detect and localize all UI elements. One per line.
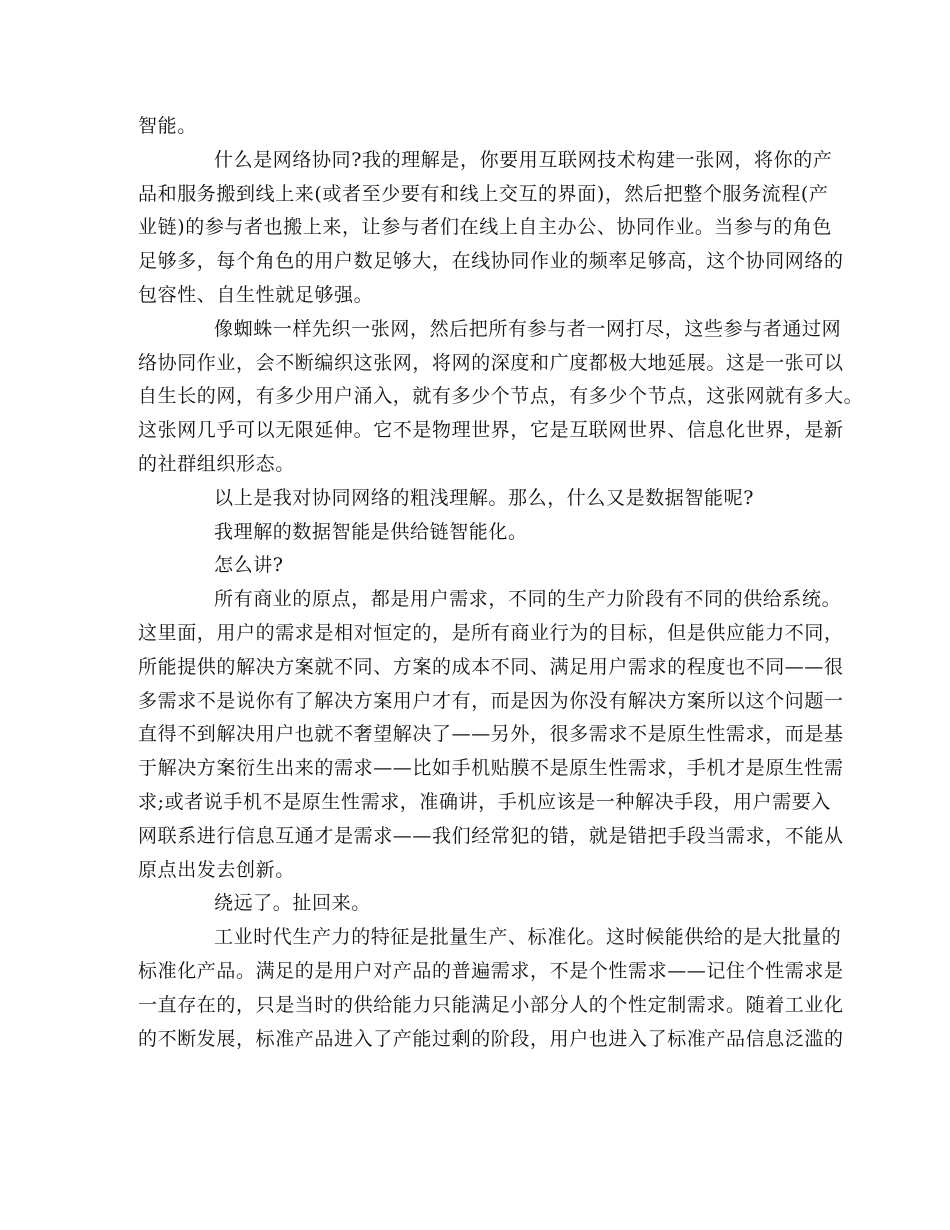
text-line: 多需求不是说你有了解决方案用户才有，而是因为你没有解决方案所以这个问题一 — [138, 689, 844, 712]
text-line: 这张网几乎可以无限延伸。它不是物理世界，它是互联网世界、信息化世界，是新 — [138, 419, 844, 442]
text-line: 所能提供的解决方案就不同、方案的成本不同、满足用户需求的程度也不同——很 — [138, 655, 844, 678]
text-line: 的不断发展，标准产品进入了产能过剩的阶段，用户也进入了标准产品信息泛滥的 — [138, 1027, 844, 1050]
text-line: 怎么讲? — [214, 554, 284, 577]
text-line: 标准化产品。满足的是用户对产品的普遍需求，不是个性需求——记住个性需求是 — [138, 959, 844, 982]
text-line: 工业时代生产力的特征是批量生产、标准化。这时候能供给的是大批量的 — [214, 926, 842, 949]
text-line: 络协同作业，会不断编织这张网，将网的深度和广度都极大地延展。这是一张可以 — [138, 351, 844, 374]
text-line: 智能。 — [138, 115, 197, 137]
text-line: 这里面，用户的需求是相对恒定的，是所有商业行为的目标，但是供应能力不同， — [138, 621, 844, 644]
text-line: 原点出发去创新。 — [138, 858, 295, 881]
text-line: 所有商业的原点，都是用户需求，不同的生产力阶段有不同的供给系统。 — [214, 588, 842, 611]
text-line: 网联系进行信息互通才是需求——我们经常犯的错，就是错把手段当需求，不能从 — [138, 824, 844, 847]
text-line: 品和服务搬到线上来(或者至少要有和线上交互的界面)，然后把整个服务流程(产 — [138, 182, 829, 205]
text-line: 自生长的网，有多少用户涌入，就有多少个节点，有多少个节点，这张网就有多大。 — [138, 385, 864, 408]
text-line: 足够多，每个角色的用户数足够大，在线协同作业的频率足够高，这个协同网络的 — [138, 250, 844, 273]
text-line: 求;或者说手机不是原生性需求，准确讲，手机应该是一种解决手段，用户需要入 — [138, 790, 832, 813]
text-line: 业链)的参与者也搬上来，让参与者们在线上自主办公、协同作业。当参与的角色 — [138, 216, 833, 239]
text-line: 什么是网络协同?我的理解是，你要用互联网技术构建一张网，将你的产 — [214, 148, 833, 171]
text-line: 一直存在的，只是当时的供给能力只能满足小部分人的个性定制需求。随着工业化 — [138, 993, 844, 1016]
text-line: 于解决方案衍生出来的需求——比如手机贴膜不是原生性需求，手机才是原生性需 — [138, 757, 844, 780]
document-body — [138, 110, 864, 1056]
text-line: 像蜘蛛一样先织一张网，然后把所有参与者一网打尽，这些参与者通过网 — [214, 317, 842, 340]
text-line: 包容性、自生性就足够强。 — [138, 283, 374, 306]
text-line: 以上是我对协同网络的粗浅理解。那么，什么又是数据智能呢? — [214, 486, 754, 509]
text-line: 我理解的数据智能是供给链智能化。 — [214, 520, 528, 543]
text-line: 绕远了。扯回来。 — [214, 892, 371, 915]
text-line: 的社群组织形态。 — [138, 452, 295, 475]
text-line: 直得不到解决用户也就不奢望解决了——另外，很多需求不是原生性需求，而是基 — [138, 723, 844, 746]
